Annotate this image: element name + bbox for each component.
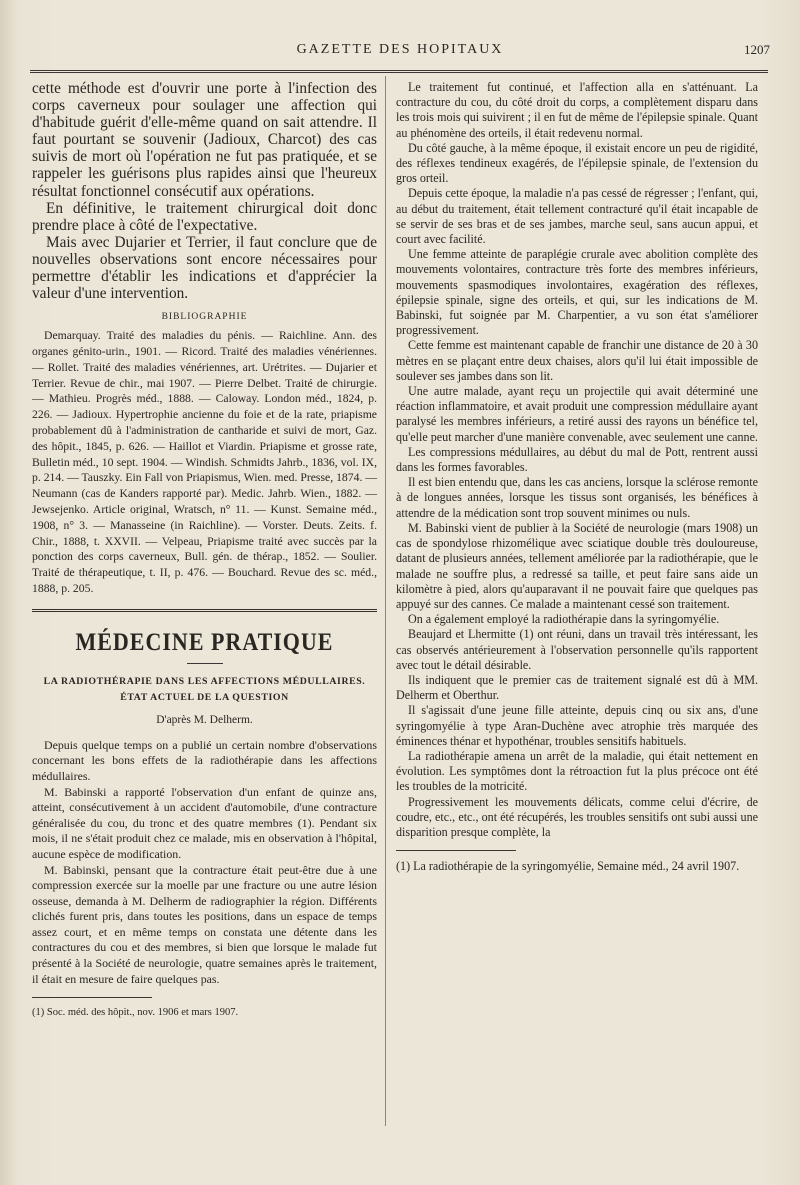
article-title-line2: ÉTAT ACTUEL DE LA QUESTION [120, 691, 289, 703]
bibliography-heading: BIBLIOGRAPHIE [161, 312, 248, 323]
header-rule [30, 70, 768, 75]
right-paragraph: La radiothérapie amena un arrêt de la maladie, qui était nettement en évolution. Les symptômes dont la rétroaction fut la plus précoce ont été les troubles de la motricité. [396, 748, 758, 794]
right-paragraph: Le traitement fut continué, et l'affection alla en s'atténuant. La contracture du cou, du côté droit du corps, a complètement disparu dans les trois mois qui suivirent ; il en fut de même de l'épilepsie spinale. Quant au phénomène des orteils, il était redevenu normal. [396, 80, 758, 140]
journal-title: GAZETTE DES HOPITAUX [296, 42, 504, 57]
article-byline: D'après M. Delherm. [156, 713, 253, 726]
right-paragraph: Une femme atteinte de paraplégie crurale avec abolition complète des mouvements volontaires, contracture très forte des membres inférieurs, mouvements spasmodiques involontaires, exagération des réflexes, épilepsie spinale, signe des orteils, et qui, sur les indications de M. Babinski, fut soignée par M. Charpentier, a vu son état s'améliorer progressivement. [396, 247, 758, 338]
page-header [30, 42, 770, 64]
footnote-rule [32, 997, 152, 998]
title-underline [187, 663, 223, 664]
right-paragraph: Les compressions médullaires, au début du mal de Pott, rentrent aussi dans les formes favorables. [396, 444, 758, 475]
footnote-rule [396, 850, 516, 851]
footnote-left: (1) Soc. méd. des hôpit., nov. 1906 et mars 1907. [32, 1007, 239, 1019]
right-paragraph: Cette femme est maintenant capable de franchir une distance de 20 à 30 mètres en se plaçant entre deux chaises, alors qu'il lui était impossible de soulever ses jambes dans son lit. [396, 338, 758, 383]
right-paragraph: Il s'agissait d'une jeune fille atteinte, depuis cinq ou six ans, d'une syringomyélie à type Aran-Duchène avec atrophie très marquée des éminences thénar et hypothénar, troubles sensitifs habituels. [396, 703, 758, 748]
right-paragraph: Depuis cette époque, la maladie n'a pas cessé de régresser ; l'enfant, qui, au début du traitement, était tellement contracturé qu'il était incapable de se servir de ses bras et de ses jambes, marche seul, sans aucun appui, et court avec facilité. [396, 186, 758, 247]
right-paragraph: Progressivement les mouvements délicats, comme celui d'écrire, de coudre, etc., etc., ont été récupérés, les troubles sensitifs ont subi aussi une disparition presque complète, la [396, 794, 758, 839]
right-column [396, 80, 758, 874]
right-paragraph: Du côté gauche, à la même époque, il existait encore un peu de rigidité, des réflexes tendineux exagérés, de l'épilepsie spinale, de l'extension du gros orteil. [396, 140, 758, 186]
article-title-line1: LA RADIOTHÉRAPIE DANS LES AFFECTIONS MÉDULLAIRES. [43, 675, 366, 687]
section-rule [32, 609, 377, 613]
left-column [32, 80, 377, 1020]
right-paragraph: Il est bien entendu que, dans les cas anciens, lorsque la sclérose remonte à de longues années, lorsque les tissus sont organisés, les bénéfices à attendre de la médication sont trop souvent minimes ou nuls. [396, 475, 758, 520]
right-paragraph: On a également employé la radiothérapie dans la syringomyélie. [408, 612, 720, 627]
right-paragraph: Beaujard et Lhermitte (1) ont réuni, dans un travail très intéressant, les cas observés antérieurement à l'observation personnelle qu'ils rapportent avec tout le détail désirable. [396, 627, 758, 672]
page-number: 1207 [744, 42, 770, 57]
intro-paragraph: cette méthode est d'ouvrir une porte à l'infection des corps caverneux pour soulager une affection qui d'habitude guérit d'elle-même quand on sait attendre. Il faut pourtant se souvenir (Jadioux, Charcot) des cas suivis de mort où l'opération ne fut pas pratiquée, et se rappeler les guérisons plus rapides ainsi que l'heureux résultat fonctionnel consécutif aux opérations. [32, 80, 377, 200]
right-paragraph: M. Babinski vient de publier à la Société de neurologie (mars 1908) un cas de spondylose rhizomélique avec sciatique double très douloureuse, datant de plusieurs années, tellement améliorée par la radiothérapie, que le malade ne souffre plus, a redressé sa taille, et peut faire sans aide un kilomètre à pied, alors qu'auparavant il ne pouvait faire que quelques pas appuyé sur des cannes. Ce malade a maintenant cessé son traitement. [396, 520, 758, 611]
right-paragraph: Ils indiquent que le premier cas de traitement signalé est dû à MM. Delherm et Oberthur. [396, 672, 758, 703]
article-paragraph: Depuis quelque temps on a publié un certain nombre d'observations concernant les bons effets de la radiothérapie dans les affections médullaires. [32, 737, 377, 783]
section-title: MÉDECINE PRATIQUE [75, 626, 334, 656]
right-paragraph: Une autre malade, ayant reçu un projectile qui avait déterminé une réaction inflammatoire, et avait produit une compression médullaire ayant paralysé les membres inférieurs, a retiré aussi des rayons un bénéfice tel, qu'elle peut marcher d'une manière convenable, avec seulement une canne. [396, 384, 758, 444]
column-divider [385, 76, 386, 1126]
bibliography-text: Demarquay. Traité des maladies du pénis. — Raichline. Ann. des organes génito-urin., 1901. — Ricord. Traité des maladies vénériennes. — Rollet. Traité des maladies vénériennes, art. Urétrites. — Dujarier et Terrier. Revue de chir., mai 1907. — Pierre Delbet. Traité de chirurgie. — Mathieu. Progrès méd., 1888. — Caloway. London méd., 1824, p. 226. — Jadioux. Hypertrophie ancienne du foie et de la rate, priapisme probablement dû à l'administration de cantharide et suivi de mort, Gaz. des hôpit., 1845, p. 626. — Haillot et Viardin. Priapisme et grosse rate, Bulletin méd., 10 sept. 1904. — Windish. Schmidts Jahrb., 1836, vol. IX, p. 214. — Tauszky. Ein Fall von Priapismus, Wien. med. Presse, 1874. — Neumann (cas de Kanders rapporté par). Medic. Jahrb. Wien., 1882. — Jewsejenko. Article original, Wratsch, n° 11. — Kunst. Semaine méd., 1908, n° 3. — Manasseine (in Raichline). — Vorster. Deuts. Zeits. f. Chir., 1888, t. XXVII. — Velpeau, Priapisme traité avec succès par la ponction des corps caverneux, Bull. gén. de thérap., 1852. — Soulier. Traité de thérapeutique, t. II, p. 476. — Bouchard. Revue des sc. méd., 1888, p. 205. [32, 329, 377, 595]
article-paragraph: M. Babinski, pensant que la contracture était peut-être due à une compression exercée sur la moelle par une fracture ou une autre lésion osseuse, demanda à M. Delherm de radiographier la région. Différents clichés furent pris, dans toutes les positions, dans un espace de temps assez court, et en même temps on constata une détente dans les contractures du cou et des membres, si bien que lorsque le malade fut présenté à la Société de neurologie, quatre semaines après le traitement, il était en mesure de faire quelques pas. [32, 862, 377, 986]
intro-paragraph: Mais avec Dujarier et Terrier, il faut conclure que de nouvelles observations sont encore nécessaires pour permettre d'établir les indications et d'apprécier la valeur d'une intervention. [32, 233, 377, 303]
footnote-right: (1) La radiothérapie de la syringomyélie, Semaine méd., 24 avril 1907. [396, 859, 740, 874]
intro-paragraph: En définitive, le traitement chirurgical doit donc prendre place à côté de l'expectative. [32, 199, 377, 234]
article-paragraph: M. Babinski a rapporté l'observation d'un enfant de quinze ans, atteint, consécutivement à un accident d'automobile, d'une contracture généralisée du cou, du tronc et des quatre membres (1). Pendant six mois, il ne s'était produit chez ce malade, mis en observation à l'hôpital, aucune espèce de modification. [32, 784, 377, 861]
